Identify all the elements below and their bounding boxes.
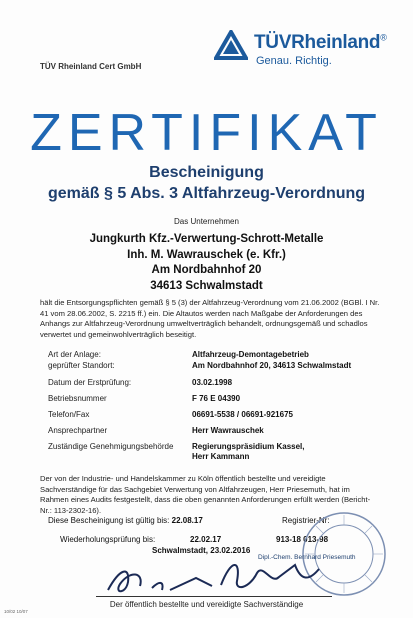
company-street: Am Nordbahnhof 20 bbox=[151, 264, 262, 276]
valid-until bbox=[48, 516, 203, 525]
footer-code: 10/02 10/07 bbox=[4, 609, 28, 614]
detail-value: F 76 E 04390 bbox=[192, 394, 241, 403]
valid-date: 22.08.17 bbox=[171, 516, 203, 525]
subtitle-line1: Bescheinigung bbox=[149, 164, 264, 181]
company-city: 34613 Schwalmstadt bbox=[150, 279, 263, 292]
detail-label: Betriebsnummer bbox=[48, 394, 107, 403]
detail-label: Ansprechpartner bbox=[48, 426, 108, 435]
detail-label: Zuständige Genehmigungsbehörde bbox=[48, 442, 174, 451]
retest-label: Wiederholungsprüfung bis: bbox=[60, 535, 156, 544]
detail-label: Telefon/Fax bbox=[48, 410, 90, 419]
signature-mark bbox=[100, 560, 220, 600]
detail-value: 06691-5538 / 06691-921675 bbox=[192, 410, 293, 419]
detail-value: Herr Kammann bbox=[192, 452, 250, 461]
expert-paragraph: Der von der Industrie- und Handelskammer zu Köln öffentlich bestellte und vereidigte Sachverständige für das Sachgebiet Verwertung von Altfahrzeugen, Herr Priesemuth, hat im Rahmen eines Audits festgestellt, dass die oben genannten Anforderungen erfüllt werden (Bericht-Nr.: 113-2302-16). bbox=[40, 474, 371, 515]
detail-label: Datum der Erstprüfung: bbox=[48, 378, 132, 387]
subtitle-line2: gemäß § 5 Abs. 3 Altfahrzeug-Verordnung bbox=[47, 185, 366, 202]
issuer-name: TÜV Rheinland Cert GmbH bbox=[40, 62, 142, 71]
stamp-text: Dipl.-Chem. Bernhard Priesemuth bbox=[258, 554, 356, 561]
brand-tagline: Genau. Richtig. bbox=[256, 55, 332, 67]
statement-paragraph: hält die Entsorgungspflichten gemäß § 5 (3) der Altfahrzeug-Verordnung vom 21.06.2002 (BGBl. I Nr. 41 vom 28.06.2002, S. 2215 ff.) ein. Die Altautos werden nach Maßgabe der Anforderungen des Anhangs zur Altfahrzeug-Verordnung umweltverträglich behandelt, ordnungsgemäß und schadlos verwertet und gemeinwohlverträglich beseitigt. bbox=[40, 298, 380, 339]
detail-value: Am Nordbahnhof 20, 34613 Schwalmstadt bbox=[192, 361, 352, 370]
detail-value: Herr Wawrauschek bbox=[192, 426, 264, 435]
tuv-logo bbox=[214, 30, 394, 76]
detail-label: geprüfter Standort: bbox=[48, 361, 115, 370]
signature-mark bbox=[215, 555, 325, 597]
retest-date: 22.02.17 bbox=[190, 535, 222, 544]
company-name: Jungkurth Kfz.-Verwertung-Schrott-Metalle bbox=[89, 233, 324, 245]
detail-label: Art der Anlage: bbox=[48, 350, 101, 359]
signature-line bbox=[96, 596, 332, 597]
valid-label: Diese Bescheinigung ist gültig bis: bbox=[48, 516, 170, 525]
tuv-triangle-icon bbox=[214, 30, 248, 60]
detail-value: 03.02.1998 bbox=[192, 378, 233, 387]
intro-text: Das Unternehmen bbox=[174, 217, 239, 226]
certificate-title: ZERTIFIKAT bbox=[30, 104, 383, 162]
registry-number: 913-18 013-98 bbox=[276, 535, 329, 544]
detail-value: Altfahrzeug-Demontagebetrieb bbox=[192, 350, 309, 359]
place-date: Schwalmstadt, 23.02.2016 bbox=[152, 546, 251, 555]
registry-label: Registrier-Nr: bbox=[282, 516, 330, 525]
brand-name: TÜVRheinland bbox=[254, 32, 381, 53]
company-block bbox=[0, 232, 413, 294]
registered-mark: ® bbox=[380, 32, 387, 43]
company-owner: Inh. M. Wawrauschek (e. Kfr.) bbox=[127, 248, 286, 261]
signature-caption: Der öffentlich bestellte und vereidigte Sachverständige bbox=[109, 600, 304, 609]
detail-value: Regierungspräsidium Kassel, bbox=[192, 442, 305, 451]
